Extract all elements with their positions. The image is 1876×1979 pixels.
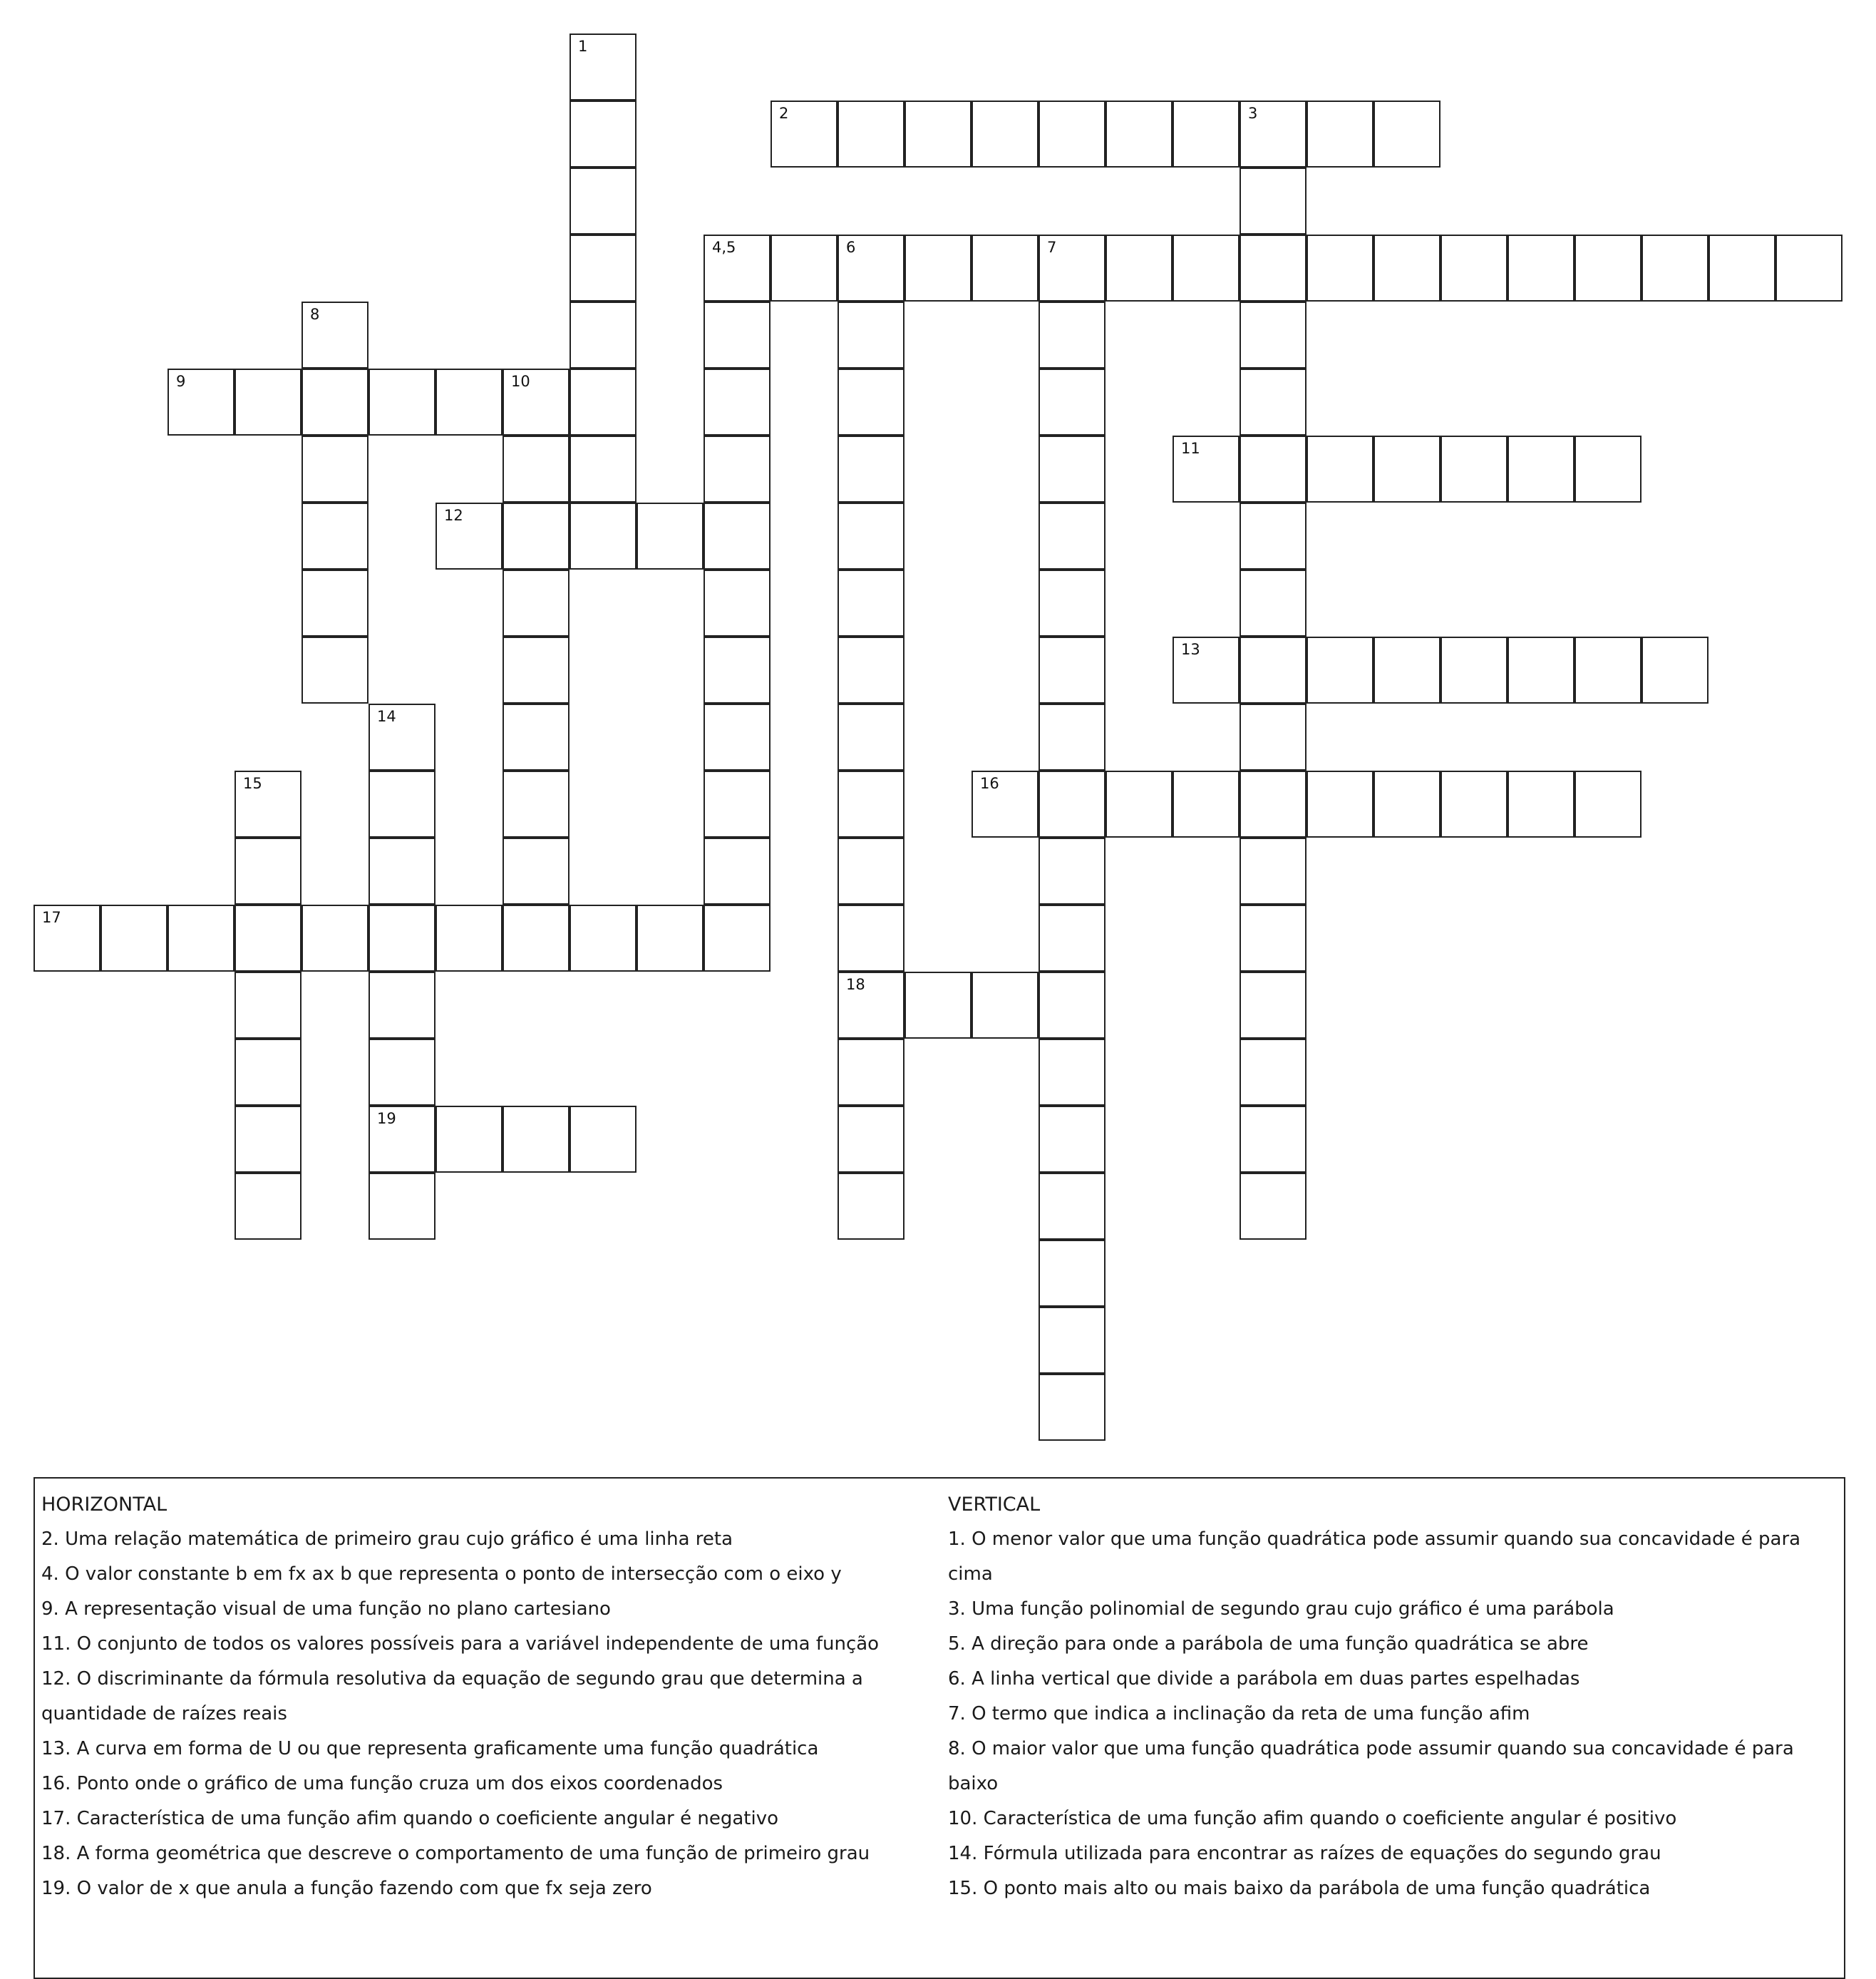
grid-cell[interactable] [838,1039,904,1106]
grid-cell[interactable] [502,1106,570,1173]
grid-cell[interactable] [234,972,302,1039]
grid-cell[interactable] [368,1039,436,1106]
grid-cell[interactable] [1574,436,1642,503]
grid-cell[interactable] [1038,503,1106,570]
grid-cell[interactable] [302,570,368,637]
grid-cell[interactable] [1574,771,1642,838]
grid-cell[interactable] [1240,838,1306,905]
grid-cell[interactable] [838,1106,904,1173]
down-clue: 6. A linha vertical que divide a parábola em duas partes espelhadas [948,1668,1580,1690]
grid-cell[interactable] [1038,369,1106,436]
grid-cell[interactable] [1038,101,1106,168]
grid-cell[interactable] [1106,771,1172,838]
across-clues-column [41,1487,939,1906]
grid-cell[interactable] [302,637,368,704]
grid-cell[interactable] [1038,905,1106,972]
grid-cell[interactable] [570,101,636,168]
down-clue-list [948,1522,1846,1906]
grid-cell[interactable] [1306,436,1374,503]
grid-cell[interactable] [770,101,838,168]
grid-cell[interactable] [704,503,770,570]
grid-cell[interactable] [1306,771,1374,838]
grid-cell[interactable] [234,838,302,905]
clue-number: 4,5 [712,239,736,256]
clue-number: 17 [42,909,61,926]
grid-cell[interactable] [502,704,570,771]
grid-cell[interactable] [502,838,570,905]
grid-cell[interactable] [502,637,570,704]
grid-cell[interactable] [1240,570,1306,637]
down-clue: 15. O ponto mais alto ou mais baixo da parábola de uma função quadrática [948,1878,1651,1899]
grid-cell[interactable] [1642,637,1708,704]
grid-cell[interactable] [972,972,1038,1039]
grid-cell[interactable] [1240,1039,1306,1106]
grid-cell[interactable] [838,570,904,637]
across-clue: 17. Característica de uma função afim quando o coeficiente angular é negativo [41,1808,779,1829]
grid-cell[interactable] [502,503,570,570]
down-clue: 10. Característica de uma função afim quando o coeficiente angular é positivo [948,1808,1677,1829]
down-clues-column [948,1487,1846,1906]
grid-cell[interactable] [1374,101,1440,168]
grid-cell[interactable] [1508,436,1574,503]
grid-cell[interactable] [838,436,904,503]
grid-cell[interactable] [1240,1106,1306,1173]
grid-cell[interactable] [1038,1240,1106,1307]
clue-number: 12 [444,507,463,524]
grid-cell[interactable] [838,1173,904,1240]
grid-cell[interactable] [234,1173,302,1240]
grid-cell[interactable] [704,302,770,369]
clue-number: 13 [1181,641,1200,658]
grid-cell[interactable] [168,905,234,972]
across-clue: 9. A representação visual de uma função no plano cartesiano [41,1598,611,1620]
grid-cell[interactable] [1038,570,1106,637]
grid-cell[interactable] [838,302,904,369]
grid-cell[interactable] [1240,436,1306,503]
grid-cell[interactable] [1306,101,1374,168]
grid-cell[interactable] [1038,302,1106,369]
grid-cell[interactable] [1038,1307,1106,1374]
clues-box [34,1477,1845,1979]
grid-cell[interactable] [1038,1106,1106,1173]
grid-cell[interactable] [302,503,368,570]
grid-cell[interactable] [368,771,436,838]
grid-cell[interactable] [1374,436,1440,503]
grid-cell[interactable] [972,771,1038,838]
grid-cell[interactable] [1374,637,1440,704]
grid-cell[interactable] [368,972,436,1039]
grid-cell[interactable] [704,637,770,704]
grid-cell[interactable] [838,637,904,704]
grid-cell[interactable] [1240,704,1306,771]
grid-cell[interactable] [1306,235,1374,302]
grid-cell[interactable] [838,101,904,168]
grid-cell[interactable] [1240,771,1306,838]
grid-cell[interactable] [1172,436,1240,503]
grid-cell[interactable] [704,369,770,436]
clue-number: 1 [578,38,588,55]
clue-number: 7 [1047,239,1057,256]
clue-number: 14 [377,708,396,725]
grid-cell[interactable] [168,369,234,436]
clue-number: 3 [1248,105,1258,122]
grid-cell[interactable] [302,302,368,369]
across-clue-list [41,1522,939,1906]
grid-cell[interactable] [704,704,770,771]
grid-cell[interactable] [838,771,904,838]
grid-cell[interactable] [570,1106,636,1173]
grid-cell[interactable] [1306,637,1374,704]
grid-cell[interactable] [1038,436,1106,503]
across-clue: 19. O valor de x que anula a função fazendo com que fx seja zero [41,1878,652,1899]
grid-cell[interactable] [1776,235,1842,302]
grid-cell[interactable] [704,436,770,503]
across-clue: 13. A curva em forma de U ou que representa graficamente uma função quadrática [41,1738,819,1759]
grid-cell[interactable] [368,1106,436,1173]
grid-cell[interactable] [502,570,570,637]
grid-cell[interactable] [904,972,972,1039]
grid-cell[interactable] [302,369,368,436]
grid-cell[interactable] [234,1039,302,1106]
down-clue: 14. Fórmula utilizada para encontrar as raízes de equações do segundo grau [948,1843,1661,1864]
down-clue: 8. O maior valor que uma função quadrática pode assumir quando sua concavidade é para [948,1738,1794,1759]
clue-number: 6 [846,239,856,256]
down-clue: cima [948,1563,993,1585]
down-clue: 1. O menor valor que uma função quadrática pode assumir quando sua concavidade é para [948,1528,1801,1550]
grid-cell[interactable] [234,905,302,972]
grid-cell[interactable] [234,1106,302,1173]
grid-cell[interactable] [838,235,904,302]
grid-cell[interactable] [704,235,770,302]
grid-cell[interactable] [1374,771,1440,838]
grid-cell[interactable] [302,905,368,972]
grid-cell[interactable] [436,1106,502,1173]
grid-cell[interactable] [1240,369,1306,436]
across-clue: quantidade de raízes reais [41,1703,287,1724]
clue-number: 16 [980,775,999,792]
grid-cell[interactable] [368,905,436,972]
grid-cell[interactable] [636,905,704,972]
grid-cell[interactable] [570,168,636,235]
across-clue: 11. O conjunto de todos os valores possíveis para a variável independente de uma função [41,1633,880,1655]
down-clue: baixo [948,1773,999,1794]
grid-cell[interactable] [838,704,904,771]
grid-cell[interactable] [570,302,636,369]
grid-cell[interactable] [234,369,302,436]
grid-cell[interactable] [1240,168,1306,235]
grid-cell[interactable] [436,503,502,570]
grid-cell[interactable] [1240,905,1306,972]
grid-cell[interactable] [838,905,904,972]
grid-cell[interactable] [1172,101,1240,168]
grid-cell[interactable] [1172,637,1240,704]
clue-number: 15 [243,775,262,792]
grid-cell[interactable] [502,905,570,972]
grid-cell[interactable] [570,34,636,101]
grid-cell[interactable] [1038,771,1106,838]
grid-cell[interactable] [1240,235,1306,302]
grid-cell[interactable] [1508,235,1574,302]
grid-cell[interactable] [570,235,636,302]
clue-number: 8 [310,306,320,323]
grid-cell[interactable] [1038,704,1106,771]
grid-cell[interactable] [570,905,636,972]
grid-cell[interactable] [368,704,436,771]
clue-number: 2 [779,105,789,122]
grid-cell[interactable] [1240,637,1306,704]
grid-cell[interactable] [436,905,502,972]
grid-cell[interactable] [368,1173,436,1240]
grid-cell[interactable] [502,771,570,838]
grid-cell[interactable] [704,771,770,838]
down-clue: 7. O termo que indica a inclinação da reta de uma função afim [948,1703,1530,1724]
grid-cell[interactable] [1508,771,1574,838]
grid-cell[interactable] [368,838,436,905]
across-clue: 4. O valor constante b em fx ax b que representa o ponto de intersecção com o eixo y [41,1563,842,1585]
grid-cell[interactable] [1172,771,1240,838]
clue-number: 10 [511,373,530,390]
grid-cell[interactable] [436,369,502,436]
down-clue: 3. Uma função polinomial de segundo grau cujo gráfico é uma parábola [948,1598,1614,1620]
grid-cell[interactable] [1240,1173,1306,1240]
grid-cell[interactable] [100,905,168,972]
grid-cell[interactable] [1708,235,1776,302]
grid-cell[interactable] [838,503,904,570]
clue-number: 18 [846,976,865,993]
grid-cell[interactable] [1440,436,1508,503]
grid-cell[interactable] [234,771,302,838]
grid-cell[interactable] [1172,235,1240,302]
across-clues-title: HORIZONTAL [41,1494,168,1516]
grid-cell[interactable] [1642,235,1708,302]
grid-cell[interactable] [1038,838,1106,905]
grid-cell[interactable] [1038,972,1106,1039]
grid-cell[interactable] [368,369,436,436]
across-clue: 16. Ponto onde o gráfico de uma função cruza um dos eixos coordenados [41,1773,723,1794]
clue-number: 19 [377,1110,396,1127]
grid-cell[interactable] [1106,235,1172,302]
grid-cell[interactable] [1240,101,1306,168]
grid-cell[interactable] [972,235,1038,302]
grid-cell[interactable] [1038,1039,1106,1106]
grid-cell[interactable] [1374,235,1440,302]
grid-cell[interactable] [1106,101,1172,168]
grid-cell[interactable] [972,101,1038,168]
grid-cell[interactable] [1574,235,1642,302]
grid-cell[interactable] [1440,771,1508,838]
across-clue: 2. Uma relação matemática de primeiro grau cujo gráfico é uma linha reta [41,1528,733,1550]
grid-cell[interactable] [1038,637,1106,704]
down-clue: 5. A direção para onde a parábola de uma função quadrática se abre [948,1633,1589,1655]
grid-cell[interactable] [838,972,904,1039]
grid-cell[interactable] [502,436,570,503]
grid-cell[interactable] [1038,1173,1106,1240]
grid-cell[interactable] [570,436,636,503]
grid-cell[interactable] [838,838,904,905]
down-clues-title: VERTICAL [948,1494,1041,1516]
grid-cell[interactable] [904,101,972,168]
grid-cell[interactable] [1440,637,1508,704]
grid-cell[interactable] [904,235,972,302]
grid-cell[interactable] [302,436,368,503]
grid-cell[interactable] [1240,972,1306,1039]
clue-number: 11 [1181,440,1200,457]
grid-cell[interactable] [1574,637,1642,704]
grid-cell[interactable] [704,905,770,972]
across-clue: 18. A forma geométrica que descreve o comportamento de uma função de primeiro grau [41,1843,870,1864]
across-clue: 12. O discriminante da fórmula resolutiva da equação de segundo grau que determina a [41,1668,863,1690]
grid-cell[interactable] [636,503,704,570]
grid-cell[interactable] [838,369,904,436]
grid-cell[interactable] [1240,302,1306,369]
grid-cell[interactable] [704,570,770,637]
grid-cell[interactable] [770,235,838,302]
grid-cell[interactable] [570,369,636,436]
grid-cell[interactable] [1038,235,1106,302]
grid-cell[interactable] [704,838,770,905]
grid-cell[interactable] [1440,235,1508,302]
grid-cell[interactable] [570,503,636,570]
clue-number: 9 [176,373,186,390]
grid-cell[interactable] [1038,1374,1106,1441]
grid-cell[interactable] [1240,503,1306,570]
grid-cell[interactable] [502,369,570,436]
grid-cell[interactable] [1508,637,1574,704]
grid-cell[interactable] [34,905,100,972]
